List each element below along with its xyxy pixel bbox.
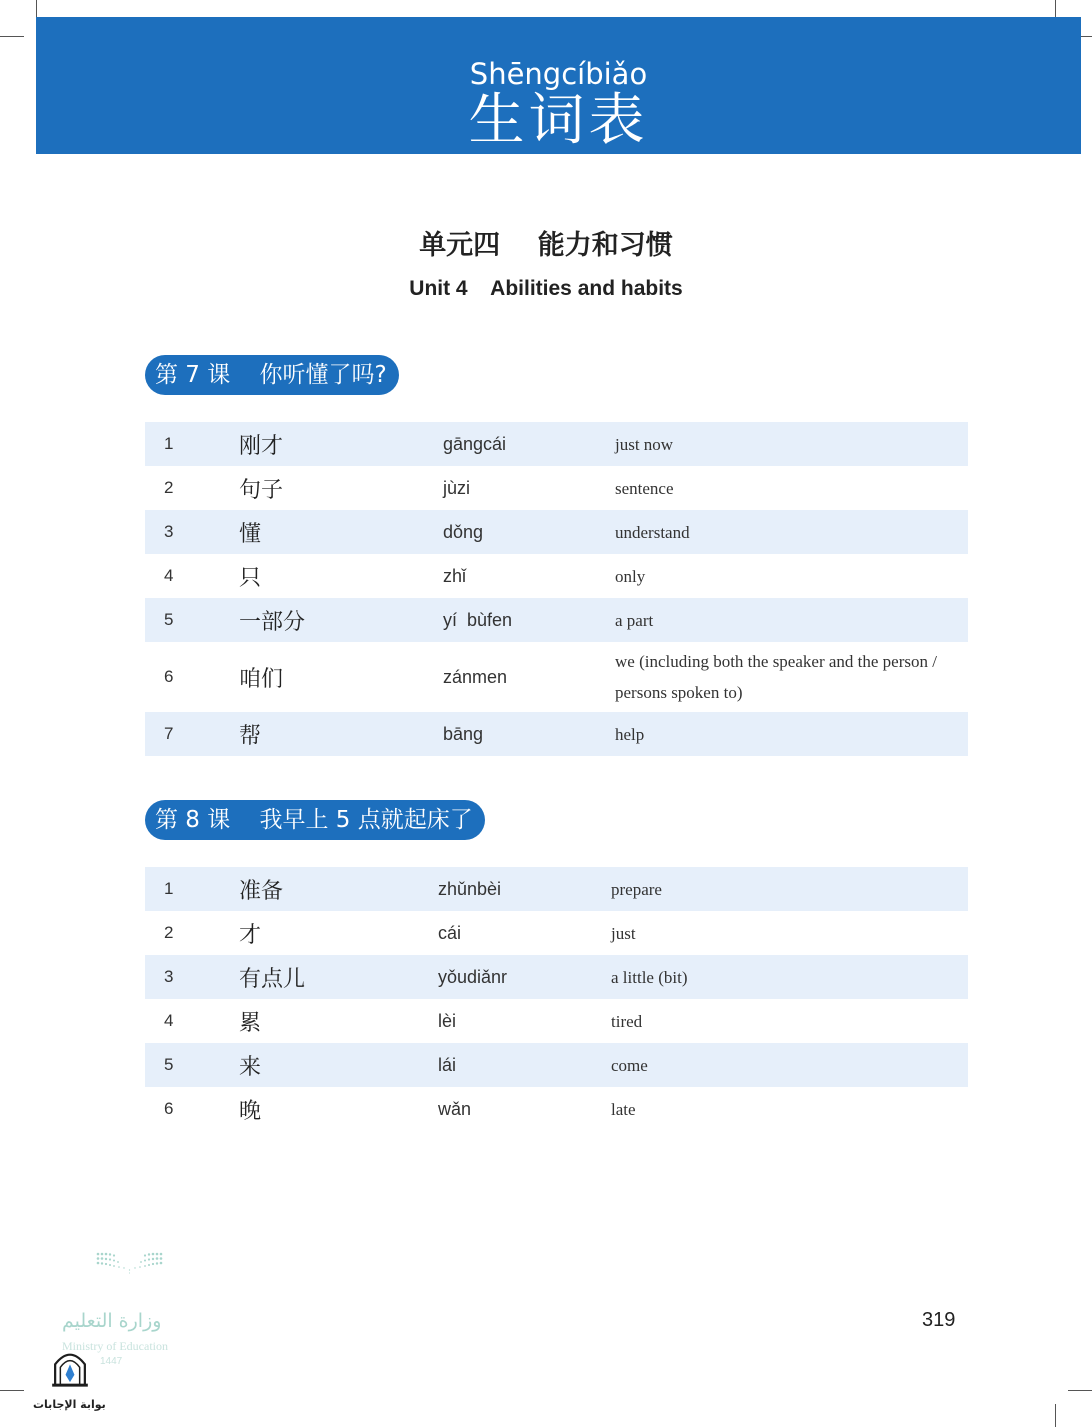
table-row <box>145 955 968 999</box>
lesson-7-title: 第 7 课 你听懂了吗? <box>145 355 399 395</box>
lesson-8-vocab-table <box>145 867 968 1131</box>
word-pinyin: yǒudiǎnr <box>438 966 508 987</box>
lesson-7-vocab-table <box>145 422 968 756</box>
word-pinyin: zánmen <box>443 666 508 687</box>
page-number: 319 <box>922 1309 956 1331</box>
word-hanzi: 累 <box>239 1010 262 1036</box>
word-hanzi: 刚才 <box>239 433 284 459</box>
word-number: 1 <box>164 434 174 453</box>
word-pinyin: zhǐ <box>443 565 467 586</box>
word-english: a little (bit) <box>611 967 688 987</box>
word-number: 2 <box>164 923 174 942</box>
word-number: 6 <box>164 1099 174 1118</box>
word-pinyin: zhǔnbèi <box>438 878 502 899</box>
word-pinyin: dǒng <box>443 521 484 542</box>
word-number: 5 <box>164 610 174 629</box>
crop-mark <box>1068 1390 1092 1391</box>
word-pinyin: yí bùfen <box>443 609 513 630</box>
word-english: help <box>615 724 645 744</box>
table-row <box>145 911 968 955</box>
word-pinyin: wǎn <box>438 1098 472 1119</box>
word-english: tired <box>611 1011 643 1031</box>
table-row <box>145 867 968 911</box>
word-english: prepare <box>611 879 662 899</box>
header-banner <box>36 17 1081 154</box>
table-row <box>145 1087 968 1131</box>
word-english: understand <box>615 522 690 542</box>
table-row <box>145 642 968 712</box>
word-hanzi: 才 <box>239 922 262 948</box>
unit-title-chinese: 单元四 能力和习惯 <box>419 230 673 261</box>
word-pinyin: jùzi <box>443 477 471 498</box>
word-number: 2 <box>164 478 174 497</box>
table-row <box>145 554 968 598</box>
word-pinyin: gāngcái <box>443 433 507 454</box>
word-number: 1 <box>164 879 174 898</box>
table-row <box>145 510 968 554</box>
ministry-name-english: Ministry of Education <box>62 1339 168 1353</box>
lesson-8-title: 第 8 课 我早上 5 点就起床了 <box>145 800 485 840</box>
ministry-logo <box>60 1250 200 1310</box>
word-english: just now <box>615 434 674 454</box>
table-row <box>145 999 968 1043</box>
header-title: 生词表 <box>468 88 649 153</box>
word-pinyin: cái <box>438 922 462 943</box>
word-hanzi: 有点儿 <box>239 966 306 992</box>
word-english: only <box>615 566 646 586</box>
word-pinyin: lèi <box>438 1010 457 1031</box>
word-english: a part <box>615 610 654 630</box>
word-english: come <box>611 1055 648 1075</box>
watermark-emblem <box>30 1348 110 1400</box>
unit-title-english: Unit 4 Abilities and habits <box>409 277 683 300</box>
crop-mark <box>1055 1404 1056 1427</box>
word-pinyin: bāng <box>443 723 484 744</box>
word-hanzi: 来 <box>239 1054 262 1080</box>
table-row <box>145 1043 968 1087</box>
word-number: 4 <box>164 1011 174 1030</box>
word-english: we (including both the speaker and the person / persons spoken to) <box>615 652 937 702</box>
word-english: just <box>611 923 636 943</box>
word-hanzi: 咱们 <box>239 666 284 692</box>
word-number: 3 <box>164 522 174 541</box>
word-number: 4 <box>164 566 174 585</box>
ministry-name-arabic: وزارة التعليم <box>62 1310 162 1332</box>
word-hanzi: 帮 <box>239 723 262 749</box>
word-hanzi: 懂 <box>239 521 262 547</box>
word-number: 5 <box>164 1055 174 1074</box>
table-row <box>145 466 968 510</box>
word-number: 6 <box>164 667 174 686</box>
word-pinyin: lái <box>438 1054 457 1075</box>
word-hanzi: 只 <box>239 565 262 591</box>
word-hanzi: 句子 <box>239 477 284 503</box>
header-pinyin: Shēngcíbiǎo <box>469 57 648 91</box>
word-hanzi: 晚 <box>239 1098 262 1124</box>
word-hanzi: 准备 <box>239 878 284 904</box>
crop-mark <box>0 1390 24 1391</box>
table-row <box>145 598 968 642</box>
word-english: late <box>611 1099 636 1119</box>
word-number: 7 <box>164 724 174 743</box>
watermark-text: بوابة الإجابات <box>33 1398 106 1411</box>
table-row <box>145 422 968 466</box>
word-number: 3 <box>164 967 174 986</box>
crop-mark <box>0 36 24 37</box>
ministry-year: 1447 <box>100 1356 123 1367</box>
word-english: sentence <box>615 478 674 498</box>
table-row <box>145 712 968 756</box>
word-hanzi: 一部分 <box>239 609 306 635</box>
